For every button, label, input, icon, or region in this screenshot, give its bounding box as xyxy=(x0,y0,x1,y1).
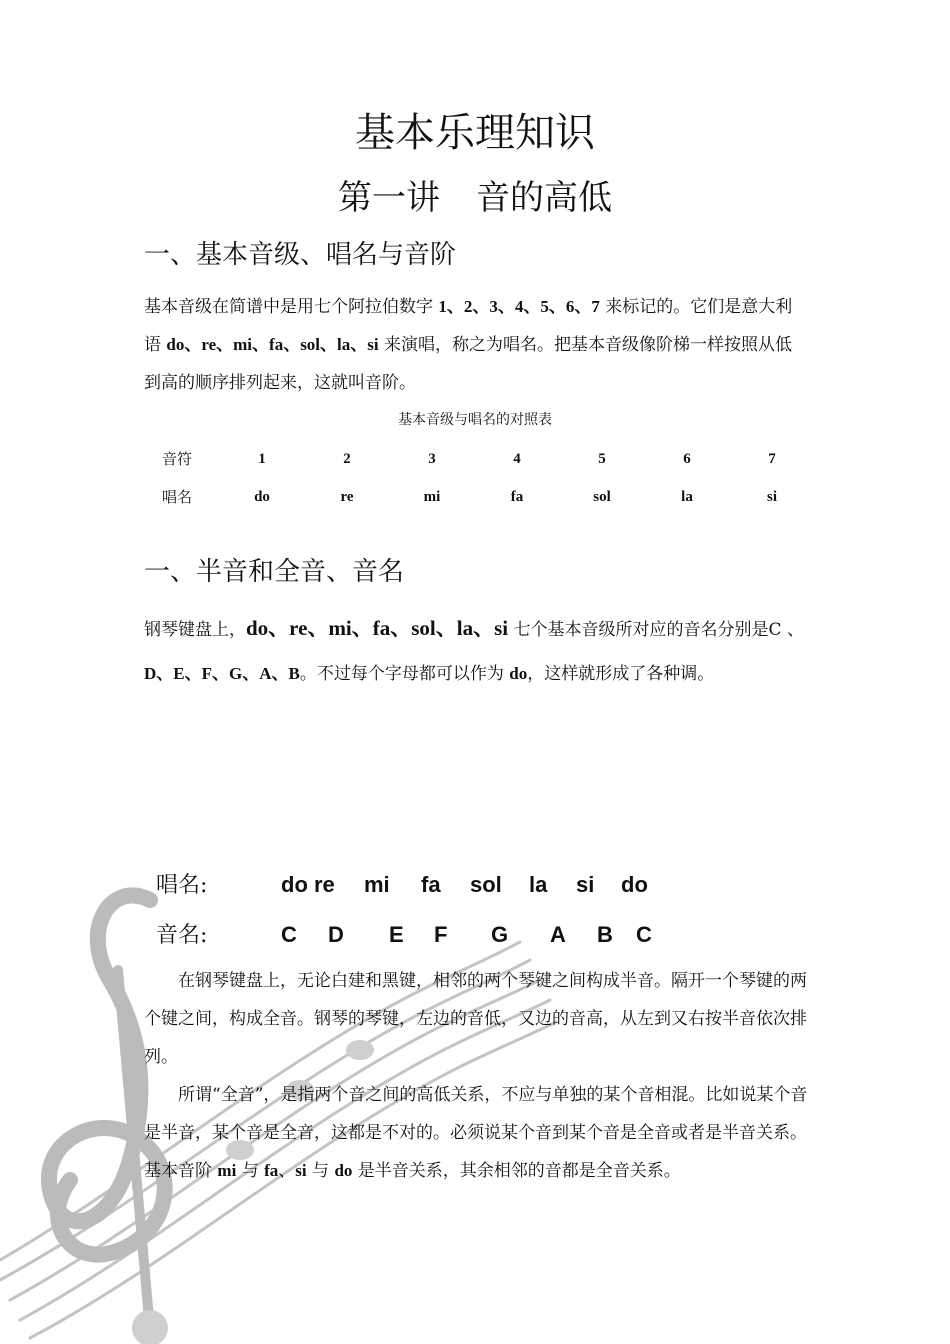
row-label: 唱名 xyxy=(161,488,192,506)
lecture-topic: 音的高低 xyxy=(476,178,612,218)
text: 钢琴键盘上， xyxy=(144,620,246,640)
solfege-value: do xyxy=(621,872,648,897)
solfege-value: do re xyxy=(281,872,335,897)
table-cell: 4 xyxy=(513,451,521,467)
solfege-row-label: 唱名: xyxy=(156,873,208,898)
table-cell: re xyxy=(340,489,354,505)
text: 基本音级在简谱中是用七个阿拉伯数字 xyxy=(144,297,439,317)
semitone-paragraph: 在钢琴键盘上，无论白建和黑键，相邻的两个琴键之间构成半音。隔开一个琴键的两个键之间，构成全音。钢琴的琴键，左边的音低，又边的音高，从左到又右按半音依次排列。 xyxy=(144,971,807,1067)
text: 。不过每个字母都可以作为 xyxy=(299,664,510,684)
solfege-row xyxy=(156,870,648,901)
table-cell: 6 xyxy=(683,451,691,467)
page-title: 基本乐理知识 xyxy=(355,110,595,156)
section1-paragraph xyxy=(144,288,808,402)
note-name-row-label: 音名: xyxy=(156,923,208,948)
solfege-mi: mi xyxy=(217,1161,237,1180)
solfege-value: la xyxy=(529,872,548,897)
text: 与 xyxy=(306,1161,335,1181)
note-letter: F xyxy=(434,922,448,947)
text: 所谓“全音”，是指两个音之间的高低关系，不应与单独的某个音相混。比如说某个音是半音，某个音是全音，这都是不对的。必须说某个音到某个音是全音或者是半音关系。基本音阶 xyxy=(144,1085,808,1181)
section1-heading: 一、基本音级、唱名与音阶 xyxy=(144,240,457,270)
note-letter: A xyxy=(550,922,566,947)
table-cell: mi xyxy=(423,489,441,505)
solfege-si: si xyxy=(295,1161,307,1180)
whole-tone-paragraph xyxy=(144,1076,808,1190)
table-cell: 7 xyxy=(768,451,776,467)
lecture-heading xyxy=(0,176,950,220)
table-row xyxy=(130,442,830,480)
section2-paragraph xyxy=(144,606,808,696)
solfege-do: do xyxy=(509,664,528,683)
table-cell: sol xyxy=(593,489,611,505)
text: 来标记的。它们是意大利语 xyxy=(144,297,793,355)
text: 来演唱，称之为唱名。把基本音级像阶梯一样按照从低到高的顺序排列起来，这就叫音阶。 xyxy=(144,335,792,393)
note-letter: E xyxy=(389,922,404,947)
solfege-do: do xyxy=(334,1161,353,1180)
note-letter: B xyxy=(597,922,613,947)
text: 七个基本音级所对应的音名分别是C 、 xyxy=(508,620,804,640)
solfege-fa: fa xyxy=(264,1161,279,1180)
table-cell: do xyxy=(254,489,270,505)
table-cell: 5 xyxy=(598,451,606,467)
row-label: 音符 xyxy=(161,450,192,468)
note-letter: G xyxy=(491,922,509,947)
text: 与 xyxy=(236,1161,265,1181)
note-letter: C xyxy=(636,922,652,947)
table-cell: 1 xyxy=(258,451,266,467)
solfege-value: fa xyxy=(421,872,441,897)
note-name-row xyxy=(156,920,652,951)
note-solfege-table xyxy=(130,442,830,518)
table-cell: la xyxy=(681,489,693,505)
table-row xyxy=(130,480,830,518)
digit-notation: 1、2、3、4、5、6、7 xyxy=(438,297,600,316)
table-cell: 3 xyxy=(428,451,436,467)
note-letter: C xyxy=(281,922,297,947)
text: ，这样就形成了各种调。 xyxy=(527,664,715,684)
table-cell: fa xyxy=(510,489,524,505)
lecture-number: 第一讲 xyxy=(338,178,440,218)
table-caption: 基本音级与唱名的对照表 xyxy=(398,412,552,428)
text: 是半音关系，其余相邻的音都是全音关系。 xyxy=(352,1161,681,1181)
solfege-value: si xyxy=(576,872,595,897)
solfege-value: sol xyxy=(470,872,502,897)
table-cell: 2 xyxy=(343,451,351,467)
note-letters: D、E、F、G、A、B xyxy=(144,664,300,683)
solfege-syllables: do、re、mi、fa、sol、la、si xyxy=(246,616,509,640)
table-cell: si xyxy=(766,489,777,505)
note-letter: D xyxy=(328,922,344,947)
section2-heading: 一、半音和全音、音名 xyxy=(144,557,405,587)
solfege-syllables: do、re、mi、fa、sol、la、si xyxy=(166,335,379,354)
text: 、 xyxy=(278,1161,296,1181)
solfege-value: mi xyxy=(364,872,390,897)
